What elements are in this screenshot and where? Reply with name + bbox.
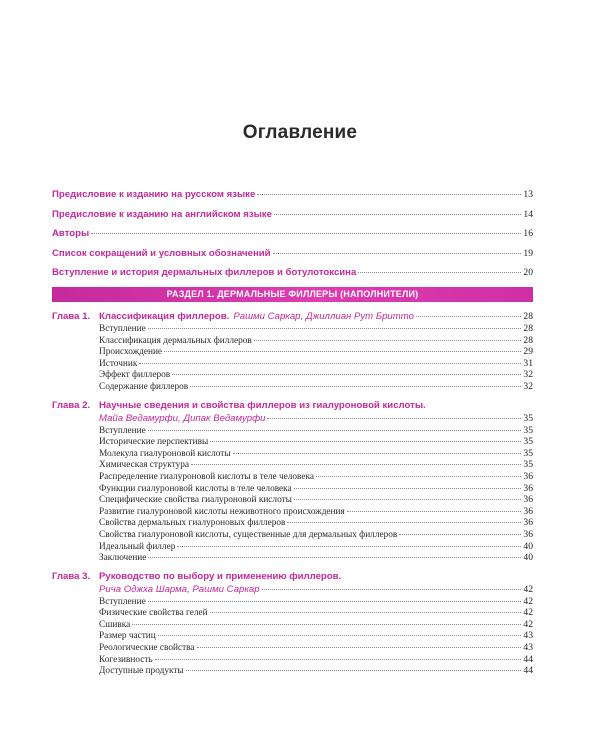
- chapter-authors: Майа Ведамурфи, Дипак Ведамурфи: [99, 412, 266, 424]
- page-number: 44: [523, 665, 533, 677]
- entry-label: Содержание филлеров: [99, 381, 189, 392]
- front-matter-list: [52, 189, 533, 287]
- page-number: 42: [523, 607, 533, 619]
- page-number: 32: [523, 380, 533, 392]
- entry-label: Развитие гиалуроновой кислоты неживотного происхождения: [99, 506, 345, 517]
- page-number: 36: [523, 517, 533, 529]
- page-number: 35: [523, 459, 533, 471]
- dot-leader: [148, 601, 522, 602]
- toc-label: Предисловие к изданию на русском языке: [52, 189, 256, 200]
- toc-entry[interactable]: [99, 630, 533, 642]
- dot-leader: [148, 557, 521, 558]
- entry-label: Молекула гиалуроновой кислоты: [99, 448, 231, 459]
- entry-label: Происхождение: [99, 347, 163, 358]
- entry-label: Классификация дермальных филлеров: [99, 335, 252, 346]
- toc-entry[interactable]: [99, 517, 533, 529]
- page-number: 42: [523, 583, 533, 595]
- dot-leader: [274, 214, 521, 215]
- toc-label: Предисловие к изданию на английском языке: [52, 208, 272, 220]
- page-number: 13: [523, 189, 533, 200]
- toc-link-authors[interactable]: [52, 228, 533, 248]
- page-number: 32: [523, 369, 533, 381]
- dot-leader: [358, 272, 521, 273]
- page-number: 42: [523, 595, 533, 607]
- chapter-heading[interactable]: [99, 570, 533, 583]
- dot-leader: [399, 534, 521, 535]
- toc-entry[interactable]: [99, 529, 533, 541]
- entry-label: Размер частиц: [99, 631, 156, 642]
- dot-leader: [148, 430, 522, 431]
- entry-label: Источник: [99, 358, 138, 369]
- chapter-heading[interactable]: [99, 399, 533, 412]
- entry-label: Вступление: [99, 596, 146, 607]
- entry-label: Когезивность: [99, 654, 153, 665]
- dot-leader: [294, 488, 522, 489]
- toc-label: Авторы: [52, 228, 90, 239]
- dot-leader: [148, 328, 522, 329]
- toc-entry[interactable]: [99, 552, 533, 564]
- page-number: 28: [523, 311, 533, 322]
- chapter-authors-line[interactable]: [99, 412, 533, 425]
- chapter-1: [52, 310, 533, 393]
- dot-leader: [273, 253, 522, 254]
- dot-leader: [132, 624, 521, 625]
- chapter-title: Классификация филлеров.: [99, 311, 230, 322]
- chapter-number: Глава 3.: [52, 570, 91, 582]
- entry-label: Свойства гиалуроновой кислоты, существенные для дермальных филлеров: [99, 529, 398, 540]
- chapter-number: Глава 1.: [52, 311, 91, 322]
- page-number: 36: [523, 494, 533, 506]
- toc-entry[interactable]: [99, 642, 533, 654]
- page-number: 36: [523, 482, 533, 494]
- toc-entry[interactable]: [99, 369, 533, 381]
- entry-label: Химическая структура: [99, 460, 190, 471]
- toc-entry[interactable]: [99, 459, 533, 471]
- entry-label: Вступление: [99, 324, 146, 334]
- dot-leader: [186, 670, 522, 671]
- dot-leader: [158, 635, 522, 636]
- dot-leader: [316, 476, 521, 477]
- page-number: 28: [523, 334, 533, 346]
- entry-label: Специфические свойства гиалуроновой кислоты: [99, 495, 292, 506]
- toc-entry[interactable]: [99, 358, 533, 370]
- dot-leader: [210, 612, 522, 613]
- toc-label: Список сокращений и условных обозначений: [52, 247, 271, 259]
- page-number: 29: [523, 346, 533, 358]
- toc-link-russian-preface[interactable]: [52, 189, 533, 209]
- toc-entry[interactable]: [99, 483, 533, 495]
- page-number: 16: [523, 228, 533, 239]
- chapter-number: Глава 2.: [52, 399, 91, 411]
- page-number: 36: [523, 470, 533, 482]
- toc-link-introduction-history[interactable]: [52, 267, 533, 287]
- toc-link-abbreviations[interactable]: [52, 248, 533, 268]
- page-number: 44: [523, 653, 533, 665]
- dot-leader: [191, 464, 521, 465]
- chapter-list: [52, 310, 533, 677]
- toc-entry[interactable]: [99, 654, 533, 666]
- toc-entry[interactable]: [99, 541, 533, 553]
- entry-label: Сшивка: [99, 619, 131, 630]
- chapter-heading[interactable]: [99, 310, 533, 323]
- dot-leader: [210, 441, 521, 442]
- dot-leader: [155, 659, 522, 660]
- page-number: 43: [523, 642, 533, 654]
- toc-entry[interactable]: [99, 425, 533, 437]
- toc-entry[interactable]: [99, 471, 533, 483]
- toc-entry[interactable]: [99, 381, 533, 393]
- toc-entry[interactable]: [99, 665, 533, 677]
- page-title: Оглавление: [242, 122, 358, 143]
- toc-entry[interactable]: [99, 596, 533, 608]
- page-number: 28: [523, 323, 533, 334]
- toc-entry[interactable]: [99, 346, 533, 358]
- chapter-authors: Рича Оджха Шарма, Рашми Саркар: [99, 583, 260, 595]
- entry-label: Реологические свойства: [99, 643, 195, 654]
- toc-entry[interactable]: [99, 494, 533, 506]
- page-number: 31: [523, 357, 533, 369]
- entry-label: Доступные продукты: [99, 666, 184, 677]
- chapter-title: Руководство по выбору и применению филлеров.: [99, 570, 342, 582]
- entry-label: Вступление: [99, 425, 146, 436]
- page-number: 35: [523, 424, 533, 436]
- page-number: 35: [523, 412, 533, 424]
- dot-leader: [257, 194, 521, 195]
- toc-entry[interactable]: [99, 335, 533, 347]
- entry-label: Распределение гиалуроновой кислоты в теле человека: [99, 471, 315, 482]
- dot-leader: [197, 647, 522, 648]
- dot-leader: [267, 418, 521, 419]
- dot-leader: [287, 522, 521, 523]
- page-number: 35: [523, 436, 533, 448]
- entry-label: Физические свойства гелей: [99, 608, 208, 619]
- entry-label: Исторические перспективы: [99, 437, 209, 448]
- dot-leader: [416, 316, 521, 317]
- toc-entry[interactable]: [99, 448, 533, 460]
- toc-entry[interactable]: [99, 506, 533, 518]
- page-number: 43: [523, 630, 533, 642]
- dot-leader: [177, 546, 521, 547]
- page-number: 40: [523, 552, 533, 564]
- page-number: 35: [523, 447, 533, 459]
- chapter-authors-line[interactable]: [99, 583, 533, 596]
- dot-leader: [164, 351, 521, 352]
- chapter-3: [52, 570, 533, 677]
- page-number: 36: [523, 528, 533, 540]
- page-number: 40: [523, 540, 533, 552]
- page-number: 19: [523, 247, 533, 259]
- chapter-title: Научные сведения и свойства филлеров из гиалуроновой кислоты.: [99, 399, 426, 411]
- entry-label: Заключение: [99, 553, 147, 564]
- page-number: 42: [523, 618, 533, 630]
- dot-leader: [139, 363, 521, 364]
- dot-leader: [233, 453, 522, 454]
- toc-link-english-preface[interactable]: [52, 209, 533, 229]
- page-number: 36: [523, 505, 533, 517]
- toc-label: Вступление и история дермальных филлеров и ботулотоксина: [52, 267, 357, 278]
- dot-leader: [91, 233, 521, 234]
- toc-entry[interactable]: [99, 436, 533, 448]
- dot-leader: [347, 511, 522, 512]
- dot-leader: [254, 340, 522, 341]
- entry-label: Свойства дермальных гиалуроновых филлеров: [99, 518, 286, 529]
- chapter-authors: Рашми Саркар, Джиллиан Рут Бритто: [233, 311, 414, 322]
- page-number: 20: [523, 267, 533, 278]
- dot-leader: [294, 499, 521, 500]
- entry-label: Идеальный филлер: [99, 541, 176, 552]
- chapter-2: [52, 399, 533, 564]
- page-number: 14: [523, 208, 533, 220]
- section-banner: РАЗДЕЛ 1. ДЕРМАЛЬНЫЕ ФИЛЛЕРЫ (НАПОЛНИТЕЛИ): [52, 287, 533, 302]
- toc-entry[interactable]: [99, 323, 533, 335]
- entry-label: Эффект филлеров: [99, 370, 171, 381]
- toc-entry[interactable]: [99, 619, 533, 631]
- entry-label: Функции гиалуроновой кислоты в теле человека: [99, 483, 292, 494]
- dot-leader: [262, 589, 522, 590]
- toc-entry[interactable]: [99, 607, 533, 619]
- dot-leader: [190, 386, 521, 387]
- dot-leader: [172, 374, 521, 375]
